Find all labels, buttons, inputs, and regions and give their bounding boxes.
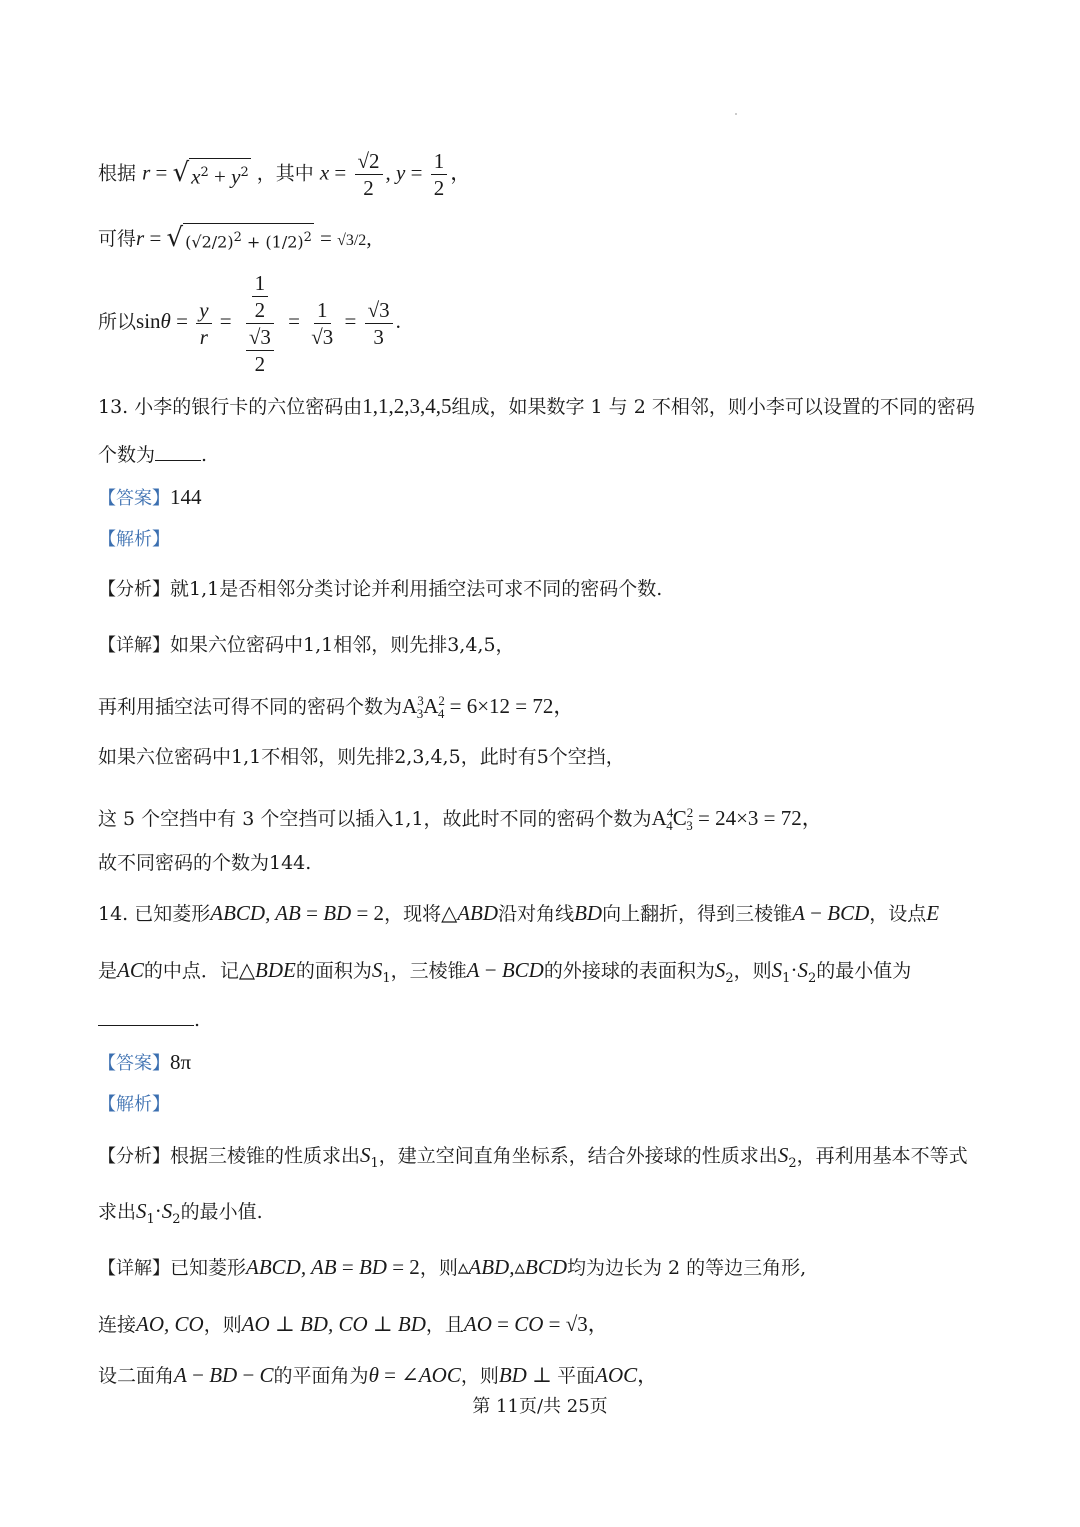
- text: ，三棱锥: [390, 960, 467, 982]
- fenxi-tag: 【分析】: [98, 1146, 170, 1167]
- page-footer: 第 11页/共 25页: [472, 1396, 608, 1417]
- fraction: $\frac{√2}{2}$: [355, 148, 383, 201]
- answer-blank: [98, 1025, 194, 1026]
- fraction: $\frac{\frac{1}{2}}{\frac{√3}{2}}$: [240, 270, 280, 377]
- answer-tag: 【答案】: [98, 488, 170, 509]
- question-14-line-2: 是AC的中点．记△BDE的面积为$S_1$，三棱锥A − BCD的外接球的表面积为$S_2$，则$S_1\cdot S_2$的最小值为: [98, 958, 912, 986]
- fenxi-tag: 【分析】: [98, 579, 170, 600]
- jiexi-tag: 【解析】: [98, 1094, 170, 1115]
- text: 的外接球的表面积为: [543, 960, 715, 982]
- fraction: $\frac{√3}{3}$: [365, 297, 393, 350]
- text: 平面: [557, 1365, 596, 1387]
- text: 就1,1是否相邻分类讨论并利用插空法可求不同的密码个数.: [170, 578, 663, 600]
- formula-line-r-value: 可得r = √ $(√2/2)^2 + (1/2)^2$ = √3/2,: [98, 215, 990, 261]
- text: 向上翻折，得到三棱锥: [602, 903, 793, 925]
- q14-answer-line: [98, 1047, 990, 1079]
- text: ，再利用基本不等式: [796, 1145, 968, 1167]
- xiangjie-tag: 【详解】: [98, 635, 170, 656]
- text: 所以: [98, 311, 137, 333]
- q13-xiangjie-line-1: [98, 630, 990, 661]
- answer-value: 8π: [170, 1050, 192, 1074]
- question-14-line-3: .: [98, 1005, 990, 1035]
- text: 的最小值为: [816, 960, 912, 982]
- q13-xiangjie-line-3: [98, 742, 990, 772]
- question-14-line-1: 14. 已知菱形ABCD, AB = BD = 2，现将△ABD沿对角线BD向上翻折，得到三棱锥A − BCD，设点E: [98, 901, 940, 925]
- fraction: $\frac{1}{2}$: [431, 148, 448, 201]
- text: 是: [98, 960, 118, 982]
- text: ，则: [203, 1314, 242, 1336]
- q13-xiangjie-line-5: [98, 848, 990, 878]
- text: 求出: [98, 1201, 137, 1223]
- formula-line-sin-theta: 所以sinθ = $\frac{y}{r}$ = $\frac{\frac{1}{2}}{\frac{√3}{2}}$ = $\frac{1}{√3}$ = $\frac{√3}{3}$ .: [98, 270, 401, 376]
- q13-fenxi-line: [98, 574, 990, 605]
- text: 设二面角: [98, 1365, 175, 1387]
- text: 这 5 个空挡中有 3 个空挡可以插入1,1，故此时不同的密码个数为: [98, 808, 652, 830]
- digit-set: 1,1,2,3,4,5: [362, 394, 452, 418]
- text: 组成，如果数字 1 与 2 不相邻，则小李可以设置的不同的密码: [451, 396, 975, 418]
- q13-xiangjie-line-2: 再利用插空法可得不同的密码个数为$A^3_3A^2_4 = 6\times 12 = 72$，: [98, 693, 575, 722]
- text: 个数为: [98, 444, 156, 466]
- text: ，且: [425, 1314, 464, 1336]
- text: 可得: [98, 228, 137, 250]
- text: 连接: [98, 1314, 137, 1336]
- text: 故不同密码的个数为144.: [98, 852, 312, 874]
- q14-fenxi-line-1: 【分析】根据三棱锥的性质求出$S_1$，建立空间直角坐标系，结合外接球的性质求出$S_2$，再利用基本不等式: [98, 1143, 968, 1171]
- text: 13. 小李的银行卡的六位密码由: [98, 396, 363, 418]
- text: 14. 已知菱形: [98, 903, 211, 925]
- sqrt-expression: √ $x^2 + y^2$: [173, 158, 251, 191]
- q14-xiangjie-line-3: 设二面角A − BD − C的平面角为θ = ∠AOC，则BD ⊥ 平面AOC，: [98, 1363, 659, 1387]
- text: 的面积为: [295, 960, 372, 982]
- text: 如果六位密码中1,1相邻，则先排3,4,5，: [170, 634, 515, 656]
- answer-blank: [155, 460, 201, 461]
- xiangjie-tag: 【详解】: [98, 1258, 170, 1279]
- text: 如果六位密码中1,1不相邻，则先排2,3,4,5，此时有5个空挡，: [98, 746, 625, 768]
- text: 均为边长为 2 的等边三角形,: [567, 1257, 807, 1279]
- text: 再利用插空法可得不同的密码个数为: [98, 696, 403, 718]
- jiexi-tag: 【解析】: [98, 529, 170, 550]
- fraction: $\frac{y}{r}$: [196, 297, 211, 350]
- answer-tag: 【答案】: [98, 1053, 170, 1074]
- question-13-line-2: 个数为 .: [98, 444, 208, 466]
- text: 的平面角为: [273, 1365, 369, 1387]
- question-13-line-1: [98, 391, 990, 422]
- text: 的中点．记: [143, 960, 239, 982]
- text: ，则: [419, 1257, 458, 1279]
- q14-xiangjie-line-1: 【详解】已知菱形ABCD, AB = BD = 2，则▵ABD,▵BCD均为边长为 2 的等边三角形,: [98, 1255, 807, 1279]
- text: ，现将: [384, 903, 442, 925]
- text: 根据三棱锥的性质求出: [170, 1145, 361, 1167]
- text: 根据: [98, 162, 137, 185]
- text: ，则: [733, 960, 772, 982]
- text: 沿对角线: [498, 903, 575, 925]
- formula-line-r-definition: 根据 r = √ $x^2 + y^2$ ，其中 x = $\frac{√2}{2}$ , y = $\frac{1}{2}$ ，: [98, 149, 472, 200]
- speck: [735, 113, 737, 115]
- sqrt-expression: √ $(√2/2)^2 + (1/2)^2$: [167, 223, 314, 256]
- text: 的最小值.: [180, 1201, 263, 1223]
- fraction: $\frac{1}{√3}$: [311, 297, 334, 349]
- q13-jiexi-line: [98, 524, 990, 555]
- q14-fenxi-line-2: 求出$S_1\cdot S_2$的最小值.: [98, 1199, 263, 1227]
- text: ，其中: [256, 162, 314, 185]
- text: 已知菱形: [170, 1257, 247, 1279]
- text: ，则: [460, 1365, 499, 1387]
- q13-answer-line: [98, 482, 990, 514]
- text: ，设点: [869, 903, 927, 925]
- q14-xiangjie-line-2: 连接AO, CO，则AO ⊥ BD, CO ⊥ BD，且AO = CO = √3，: [98, 1312, 609, 1336]
- answer-value: 144: [170, 485, 202, 509]
- q14-jiexi-line: [98, 1089, 990, 1120]
- text: ，建立空间直角坐标系，结合外接球的性质求出: [378, 1145, 778, 1167]
- q13-xiangjie-line-4: 这 5 个空挡中有 3 个空挡可以插入1,1，故此时不同的密码个数为$A^4_4C^2_3 = 24\times 3 = 72$，: [98, 805, 823, 834]
